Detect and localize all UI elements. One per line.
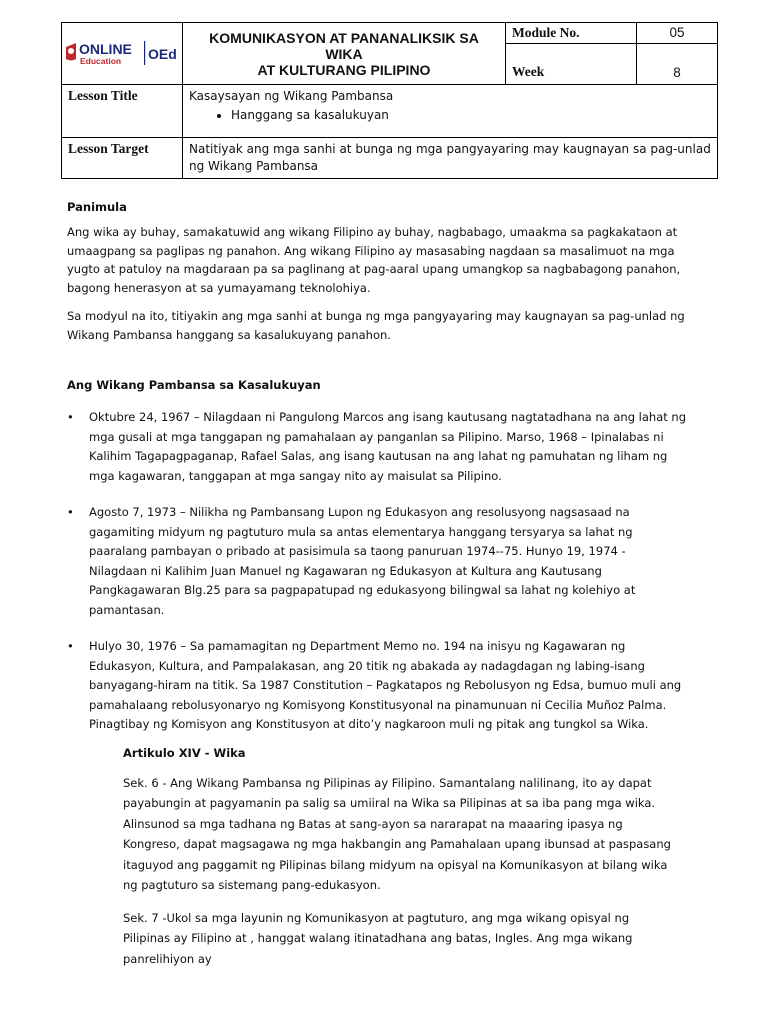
bullet-icon: •	[67, 505, 74, 519]
list-item	[67, 637, 687, 735]
list-item-text: Oktubre 24, 1967 – Nilagdaan ni Pangulong Marcos ang isang kautusang nagtatadhana na ang lahat ng mga gusali at mga tanggapan ng pamahalaan ay panganlan sa Pilipino. Marso, 1968 – Ipinalabas ni Kalihim Tagapagpaganap, Rafael Salas, ang isang kautusan na ang lahat ng pamuhatan ng liham ng mga kagawaran, tanggapan at mga sangay nito ay maisulat sa Pilipino.	[89, 410, 687, 483]
module-header-table	[61, 22, 718, 179]
bullet-icon: •	[67, 410, 74, 424]
course-title-line1: KOMUNIKASYON AT PANANALIKSIK SA WIKA	[209, 29, 479, 62]
lesson-target-label: Lesson Target	[62, 138, 183, 179]
panimula-heading: Panimula	[67, 200, 127, 214]
lesson-title-value-cell	[183, 85, 718, 138]
section-7-paragraph: Sek. 7 -Ukol sa mga layunin ng Komunikasyon at pagtuturo, ang mga wikang opisyal ng Pilipinas ay Filipino at , hanggat walang itinatadhana ang batas, Ingles. Ang mga wikang panrelihiyon ay	[123, 910, 633, 966]
lesson-content	[67, 200, 687, 981]
list-item-text: Agosto 7, 1973 – Nilikha ng Pambansang Lupon ng Edukasyon ang resolusyong nagsasaad na gagamiting midyum ng pagtuturo mula sa antas elementarya hanggang tersyarya sa lahat ng paaralang pambayan o pribado at pasisimula sa taong panuruan 1974--75. Hunyo 19, 1974 - Nilagdaan ni Kalihim Juan Manuel ng Kagawaran ng Edukasyon at Kultura ang Kautusang Pangkagawaran Blg.25 para sa pagpapatupad ng edukasyong bilingwal sa lahat ng kolehiyo at pamantasan.	[89, 505, 636, 617]
intro-paragraph: Ang wika ay buhay, samakatuwid ang wikang Filipino ay buhay, nagbabago, umaakma sa pagkakataon at umaagpang sa paglipas ng panahon. Ang wikang Filipino ay masasabing nagdaan sa masalimuot na mga yugto at patuloy na magdaraan pa sa paglinang at pag-aaral upang umangkop sa nagbabagong panahon, bagong henerasyon at sa yumayamang teknolohiya.	[67, 225, 681, 295]
course-title-line2: AT KULTURANG PILIPINO	[257, 61, 431, 78]
online-education-logo	[62, 23, 182, 77]
lesson-title-bullet: • Hanggang sa kasalukuyan	[231, 107, 711, 124]
week-label: Week	[506, 44, 637, 85]
lesson-target-value: Natitiyak ang mga sanhi at bunga ng mga pangyayaring may kaugnayan sa pag-unlad ng Wikang Pambansa	[183, 138, 718, 179]
timeline-list	[67, 408, 687, 735]
logo-education-text: Education	[80, 56, 122, 66]
article-title: Artikulo XIV - Wika	[123, 745, 246, 760]
module-label: Module No.	[506, 23, 637, 44]
logo-oed-text: OEd	[148, 46, 177, 62]
lesson-title-bullets	[189, 107, 711, 124]
list-item	[67, 408, 687, 486]
list-item	[67, 503, 687, 620]
section-6-paragraph: Sek. 6 - Ang Wikang Pambansa ng Pilipinas ay Filipino. Samantalang nalilinang, ito ay dapat payabungin at pagyamanin pa salig sa umiiral na Wika sa Pilipinas at sa iba pang mga wika. Alinsunod sa mga tadhana ng Batas at sang-ayon sa nararapat na maaaring ipasya ng Kongreso, dapat magsagawa ng mga hakbangin ang Pamahalaan upang ibunsad at paspasang itaguyod ang paggamit ng Pilipinas bilang midyum na opisyal na Komunikasyon at bilang wika ng pagtuturo sa sistemang pang-edukasyon.	[123, 775, 671, 892]
logo-cell	[62, 23, 183, 85]
module-purpose-paragraph: Sa modyul na ito, titiyakin ang mga sanhi at bunga ng mga pangyayaring may kaugnayan sa pag-unlad ng Wikang Pambansa hanggang sa kasalukuyang panahon.	[67, 309, 685, 342]
bullet-icon: •	[67, 639, 74, 653]
lesson-title-label: Lesson Title	[62, 85, 183, 138]
week-value: 8	[637, 44, 718, 85]
course-title-cell	[183, 23, 506, 85]
article-block	[123, 746, 675, 970]
section-heading-kasalukuyan: Ang Wikang Pambansa sa Kasalukuyan	[67, 378, 321, 392]
list-item-text: Hulyo 30, 1976 – Sa pamamagitan ng Department Memo no. 194 na inisyu ng Kagawaran ng Edukasyon, Kultura, and Pampalakasan, ang 20 titik ng abakada ay nadagdagan ng labing-isang banyagang-hiram na titik. Sa 1987 Constitution – Pagkatapos ng Rebolusyon ng Edsa, bumuo muli ang pamahalaang rebolusyonaryo ng Komisyong Konstitusyonal na pinamunuan ni Cecilia Muñoz Palma. Pinagtibay ng Komisyon ang Konstitusyon at dito’y nagkaroon muli ng pitak ang tungkol sa Wika.	[89, 639, 682, 731]
module-value: 05	[637, 23, 718, 44]
lesson-title-value: Kasaysayan ng Wikang Pambansa	[189, 89, 394, 103]
logo-online-text: ONLINE	[79, 41, 132, 57]
